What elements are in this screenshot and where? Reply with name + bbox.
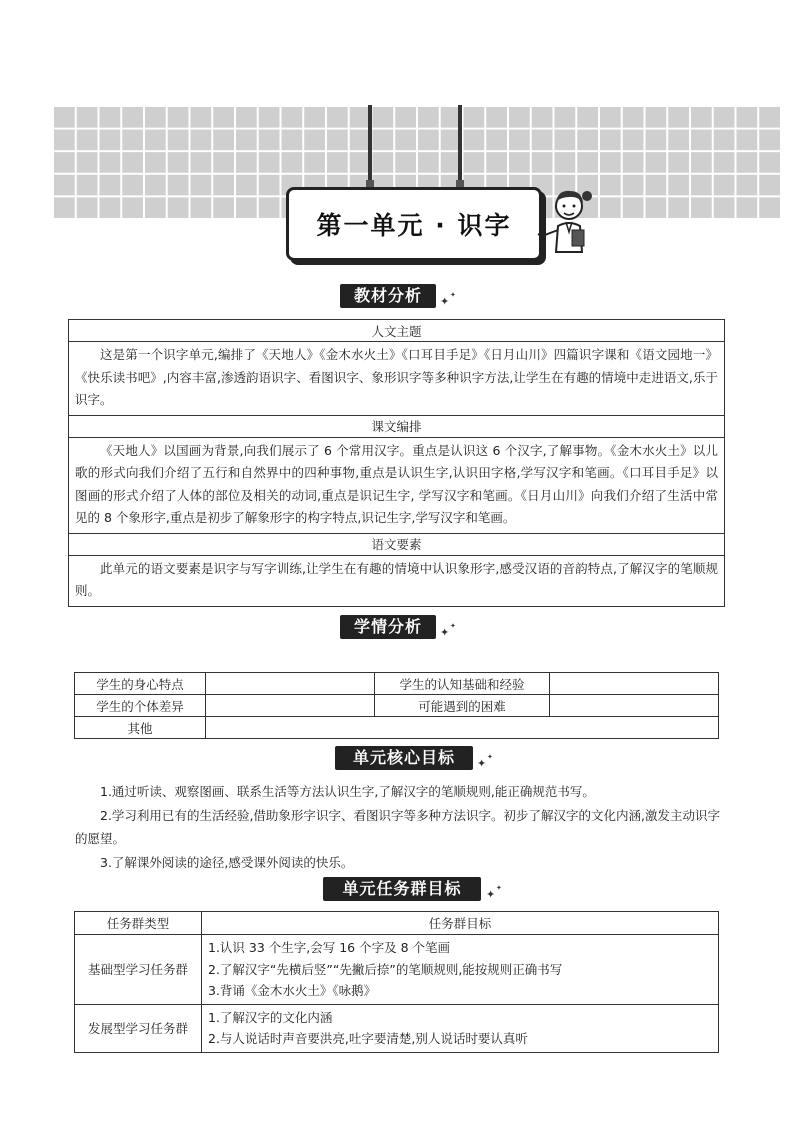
table-row-heading: 人文主题 xyxy=(69,320,725,342)
task-goal-line: 1.了解汉字的文化内涵 xyxy=(208,1009,333,1025)
table-row xyxy=(75,935,719,1005)
section-label-material: 教材分析 xyxy=(340,284,436,308)
sparkle-icon: ✦ xyxy=(450,291,456,299)
table-cell-blank xyxy=(206,673,375,695)
table-row-body: 此单元的语文要素是识字与写字训练,让学生在有趣的情境中认识象形字,感受汉语的音韵特点,了解汉字的笔顺规则。 xyxy=(69,555,725,606)
task-goal-line: 3.背诵《金木水火土》《咏鹅》 xyxy=(208,983,377,998)
task-group-table xyxy=(74,911,719,1053)
table-row xyxy=(75,1004,719,1052)
section-label-tasks: 单元任务群目标 xyxy=(323,877,481,901)
table-cell-label: 其他 xyxy=(75,717,206,739)
unit-title-board xyxy=(286,187,542,261)
table-cell-blank xyxy=(550,673,719,695)
table-row-heading: 课文编排 xyxy=(69,415,725,437)
table-cell-label: 学生的个体差异 xyxy=(75,695,206,717)
goal-item: 3.了解课外阅读的途径,感受课外阅读的快乐。 xyxy=(100,854,354,870)
material-analysis-table xyxy=(68,319,725,607)
table-cell-label: 学生的身心特点 xyxy=(75,673,206,695)
sparkle-icon: ✦ xyxy=(440,626,450,639)
table-cell-blank xyxy=(550,695,719,717)
sparkle-icon: ✦ xyxy=(477,757,487,770)
hanger-rod-right xyxy=(458,105,462,185)
table-cell-label: 学生的认知基础和经验 xyxy=(375,673,550,695)
teacher-illustration-icon xyxy=(536,186,596,256)
table-header-goal: 任务群目标 xyxy=(202,912,719,935)
task-goal-line: 2.与人说话时声音要洪亮,吐字要清楚,别人说话时要认真听 xyxy=(208,1031,528,1046)
task-type-cell: 基础型学习任务群 xyxy=(75,935,202,1005)
unit-goals-list xyxy=(75,780,720,874)
section-label-learner: 学情分析 xyxy=(340,615,436,639)
sparkle-icon: ✦ xyxy=(450,622,456,630)
table-row-body: 这是第一个识字单元,编排了《天地人》《金木水火土》《口耳目手足》《日月山川》四篇识字课和《语文园地一》《快乐读书吧》,内容丰富,渗透韵语识字、看图识字、象形识字等多种识字方法,让学生在有趣的情境中走进语文,乐于识字。 xyxy=(69,342,725,416)
goal-item: 2.学习利用已有的生活经验,借助象形字识字、看图识字等多种方法识字。初步了解汉字的文化内涵,激发主动识字的愿望。 xyxy=(75,807,720,846)
sparkle-icon: ✦ xyxy=(486,888,496,901)
sparkle-icon: ✦ xyxy=(496,884,502,892)
sparkle-icon: ✦ xyxy=(440,295,450,308)
task-type-cell: 发展型学习任务群 xyxy=(75,1004,202,1052)
table-cell-blank xyxy=(206,717,719,739)
table-cell-label: 可能遇到的困难 xyxy=(375,695,550,717)
sparkle-icon: ✦ xyxy=(487,753,493,761)
table-cell-blank xyxy=(206,695,375,717)
page-title: 第一单元 · 识字 xyxy=(316,211,512,240)
table-header-type: 任务群类型 xyxy=(75,912,202,935)
task-goal-line: 2.了解汉字“先横后竖”“先撇后捺”的笔顺规则,能按规则正确书写 xyxy=(208,961,563,977)
task-goal-line: 1.认识 33 个生字,会写 16 个字及 8 个笔画 xyxy=(208,940,451,955)
table-row-heading: 语文要素 xyxy=(69,533,725,555)
section-label-goals: 单元核心目标 xyxy=(335,746,473,770)
hanger-rod-left xyxy=(368,105,372,185)
goal-item: 1.通过听读、观察图画、联系生活等方法认识生字,了解汉字的笔顺规则,能正确规范书写。 xyxy=(100,784,595,799)
table-row-body: 《天地人》以国画为背景,向我们展示了 6 个常用汉字。重点是认识这 6 个汉字,了解事物。《金木水火土》以儿歌的形式向我们介绍了五行和自然界中的四种事物,重点是认识生字,认识田字格,学写汉字和笔画。《口耳目手足》以图画的形式介绍了人体的部位及相关的动词,重点是识记生字, 学写汉字和笔画。《日月山川》向我们介绍了生活中常见的 8 个象形字,重点是初步了解象形字的构字特点,识记生字,学写汉字和笔画。 xyxy=(69,437,725,533)
learner-analysis-table xyxy=(74,672,719,739)
